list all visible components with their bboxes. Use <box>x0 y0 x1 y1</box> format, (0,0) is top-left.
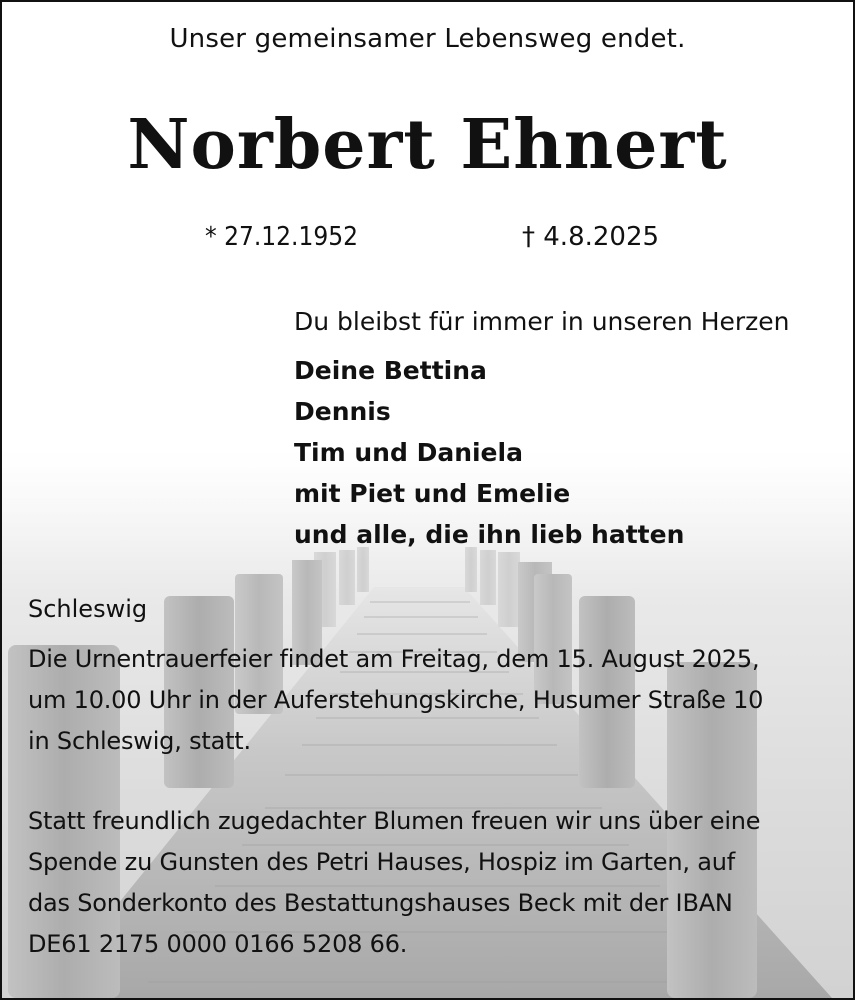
donation-line: das Sonderkonto des Bestattungshauses Beck mit der IBAN <box>28 889 733 917</box>
death-date: † 4.8.2025 <box>522 222 660 252</box>
birth-date: * 27.12.1952 <box>205 222 359 252</box>
memorial-quote: Du bleibst für immer in unseren Herzen <box>294 307 790 336</box>
ceremony-line: Die Urnentrauerfeier findet am Freitag, dem 15. August 2025, <box>28 645 760 673</box>
mourner-name: Dennis <box>294 397 391 426</box>
donation-line: Spende zu Gunsten des Petri Hauses, Hospiz im Garten, auf <box>28 848 735 876</box>
place-name: Schleswig <box>28 595 148 623</box>
ceremony-line: in Schleswig, statt. <box>28 727 251 755</box>
mourner-name: Deine Bettina <box>294 356 487 385</box>
mourner-name: mit Piet und Emelie <box>294 479 571 508</box>
mourner-name: Tim und Daniela <box>294 438 523 467</box>
mourners-list <box>294 350 684 555</box>
donation-line: Statt freundlich zugedachter Blumen freuen wir uns über eine <box>28 807 761 835</box>
donation-line: DE61 2175 0000 0166 5208 66. <box>28 930 408 958</box>
mourner-name: und alle, die ihn lieb hatten <box>294 520 685 549</box>
ceremony-line: um 10.00 Uhr in der Auferstehungskirche, Husumer Straße 10 <box>28 686 764 714</box>
intro-line: Unser gemeinsamer Lebensweg endet. <box>169 24 686 54</box>
donation-paragraph <box>28 801 760 965</box>
ceremony-paragraph <box>28 639 763 762</box>
deceased-name: Norbert Ehnert <box>127 105 728 185</box>
